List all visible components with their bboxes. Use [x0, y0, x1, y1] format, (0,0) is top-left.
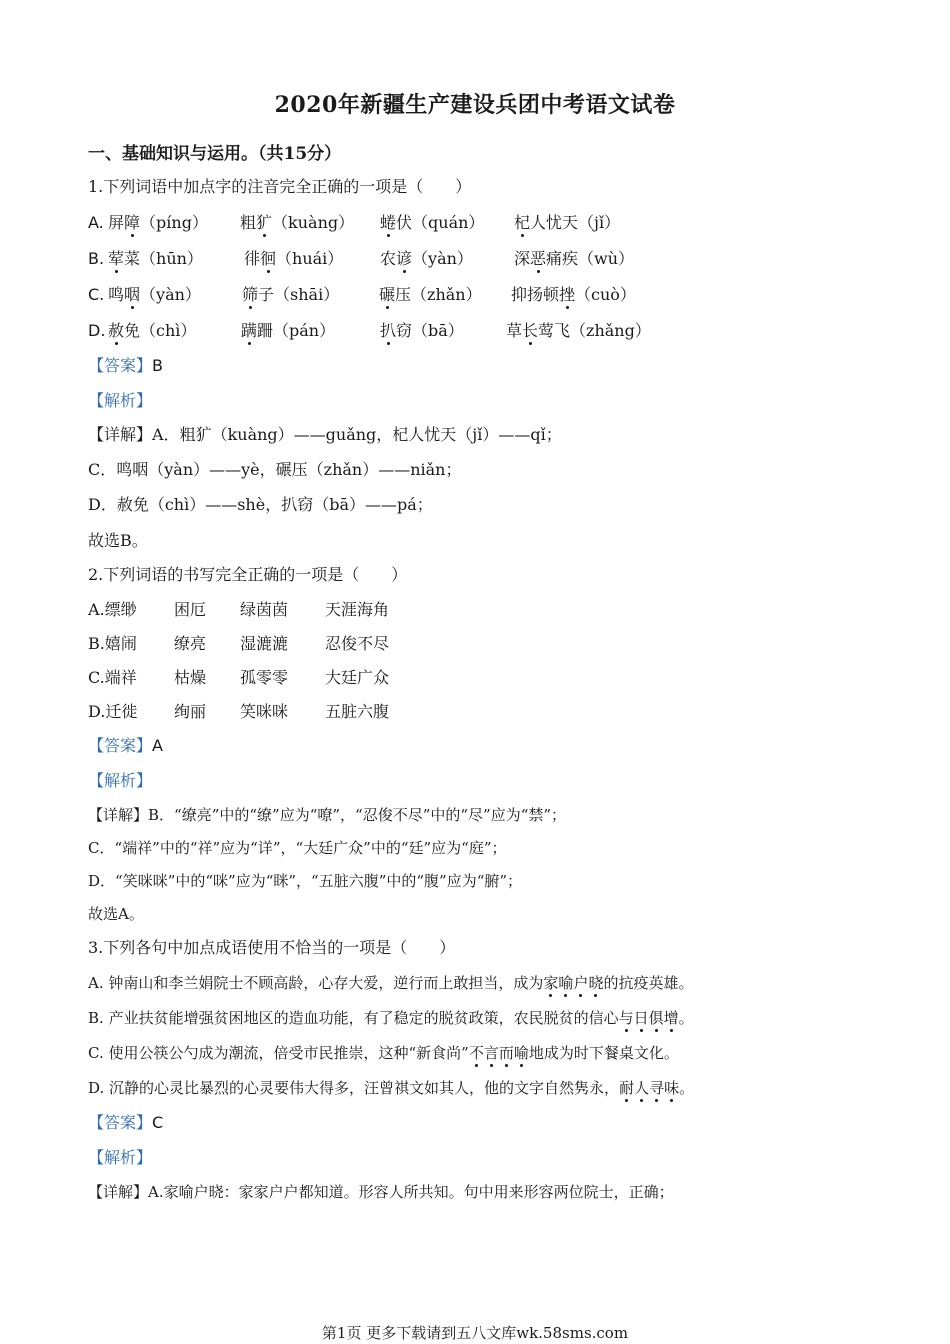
question-1-stem: 1.下列词语中加点字的注音完全正确的一项是（ ）	[88, 177, 472, 196]
q2-option-b: B.嬉闹 缭亮 湿漉漉 忍俊不尽	[88, 634, 390, 653]
question-3-stem: 3.下列各句中加点成语使用不恰当的一项是（ ）	[88, 938, 456, 957]
dotted-idiom: 与日俱增	[618, 1009, 679, 1027]
q3-option-a: A. 钟南山和李兰娟院士不顾高龄，心存大爱，逆行而上敢担当，成为家喻户晓的抗疫英雄。	[88, 974, 694, 992]
q1-option-c: C. 鸣咽（yàn） 筛子（shāi） 碾压（zhǎn） 抑扬顿挫（cuò）	[88, 285, 636, 304]
q2-detail-line-2: C．“端祥”中的“祥”应为“详”，“大廷广众”中的“廷”应为“庭”；	[88, 839, 507, 857]
q1-option-a: A. 屏障（píng） 粗犷（kuàng） 蜷伏（quán） 杞人忧天（jǐ）	[88, 213, 621, 232]
q3-detail-line-1: 【详解】A.家喻户晓：家家户户都知道。形容人所共知。句中用来形容两位院士，正确；	[88, 1183, 674, 1201]
q3-answer	[88, 1112, 163, 1134]
q1-option-d: D. 赦免（chì） 蹒跚（pán） 扒窃（bā） 草长莺飞（zhǎng）	[88, 321, 651, 340]
q2-detail-line-3: D．“笑咪咪”中的“咪”应为“眯”，“五脏六腹”中的“腹”应为“腑”；	[88, 872, 523, 890]
detail-label: 【详解】	[88, 1183, 149, 1201]
q3-option-d: D. 沉静的心灵比暴烈的心灵要伟大得多，汪曾祺文如其人，他的文字自然隽永，耐人寻味。	[88, 1079, 695, 1097]
q3-option-b: B. 产业扶贫能增强贫困地区的造血功能，有了稳定的脱贫政策，农民脱贫的信心与日俱增。	[88, 1009, 694, 1027]
q2-detail-line-1: 【详解】B．“缭亮”中的“缭”应为“嘹”，“忍俊不尽”中的“尽”应为“禁”；	[88, 806, 567, 824]
question-2-stem: 2.下列词语的书写完全正确的一项是（ ）	[88, 565, 408, 584]
exam-title: 2020年新疆生产建设兵团中考语文试卷	[274, 92, 676, 118]
q1-conclusion: 故选B。	[88, 531, 148, 550]
answer-value: C	[152, 1113, 164, 1132]
q1-detail-line-3: D．赦免（chì）——shè，扒窃（bā）——pá；	[88, 495, 433, 514]
answer-value: A	[152, 736, 163, 755]
q2-conclusion: 故选A。	[88, 905, 144, 923]
q2-option-a: A.缥缈 困厄 绿茵茵 天涯海角	[88, 600, 390, 619]
dotted-idiom: 耐人寻味	[619, 1079, 680, 1097]
q2-analysis-label: 【解析】	[88, 771, 153, 790]
answer-label: 【答案】	[88, 356, 153, 375]
detail-label: 【详解】	[88, 806, 149, 824]
q3-option-c: C. 使用公筷公勺成为潮流，倍受市民推崇，这种“新食尚”不言而喻地成为时下餐桌文化。	[88, 1044, 679, 1062]
dotted-idiom: 不言而喻	[468, 1044, 529, 1062]
q2-answer	[88, 735, 163, 757]
q2-option-d: D.迁徙 绚丽 笑咪咪 五脏六腹	[88, 702, 390, 721]
answer-value: B	[152, 356, 163, 375]
q1-option-b: B. 荤菜（hūn） 徘徊（huái） 农谚（yàn） 深恶痛疾（wù）	[88, 249, 635, 268]
q2-option-c: C.端祥 枯燥 孤零零 大廷广众	[88, 668, 390, 687]
section-heading: 一、基础知识与运用。（共15分）	[88, 144, 342, 164]
answer-label: 【答案】	[88, 1113, 153, 1132]
page-footer: 第1页 更多下载请到五八文库wk.58sms.com	[321, 1324, 629, 1342]
q1-answer	[88, 355, 163, 377]
detail-label: 【详解】	[88, 425, 153, 444]
q1-detail-line-2: C．鸣咽（yàn）——yè，碾压（zhǎn）——niǎn；	[88, 460, 462, 479]
dotted-idiom: 家喻户晓	[543, 974, 604, 992]
answer-label: 【答案】	[88, 736, 153, 755]
q1-detail-line-1: 【详解】A．粗犷（kuàng）——guǎng，杞人忧天（jǐ）——qǐ；	[88, 425, 562, 444]
q1-analysis-label: 【解析】	[88, 391, 153, 410]
q3-analysis-label: 【解析】	[88, 1148, 153, 1167]
